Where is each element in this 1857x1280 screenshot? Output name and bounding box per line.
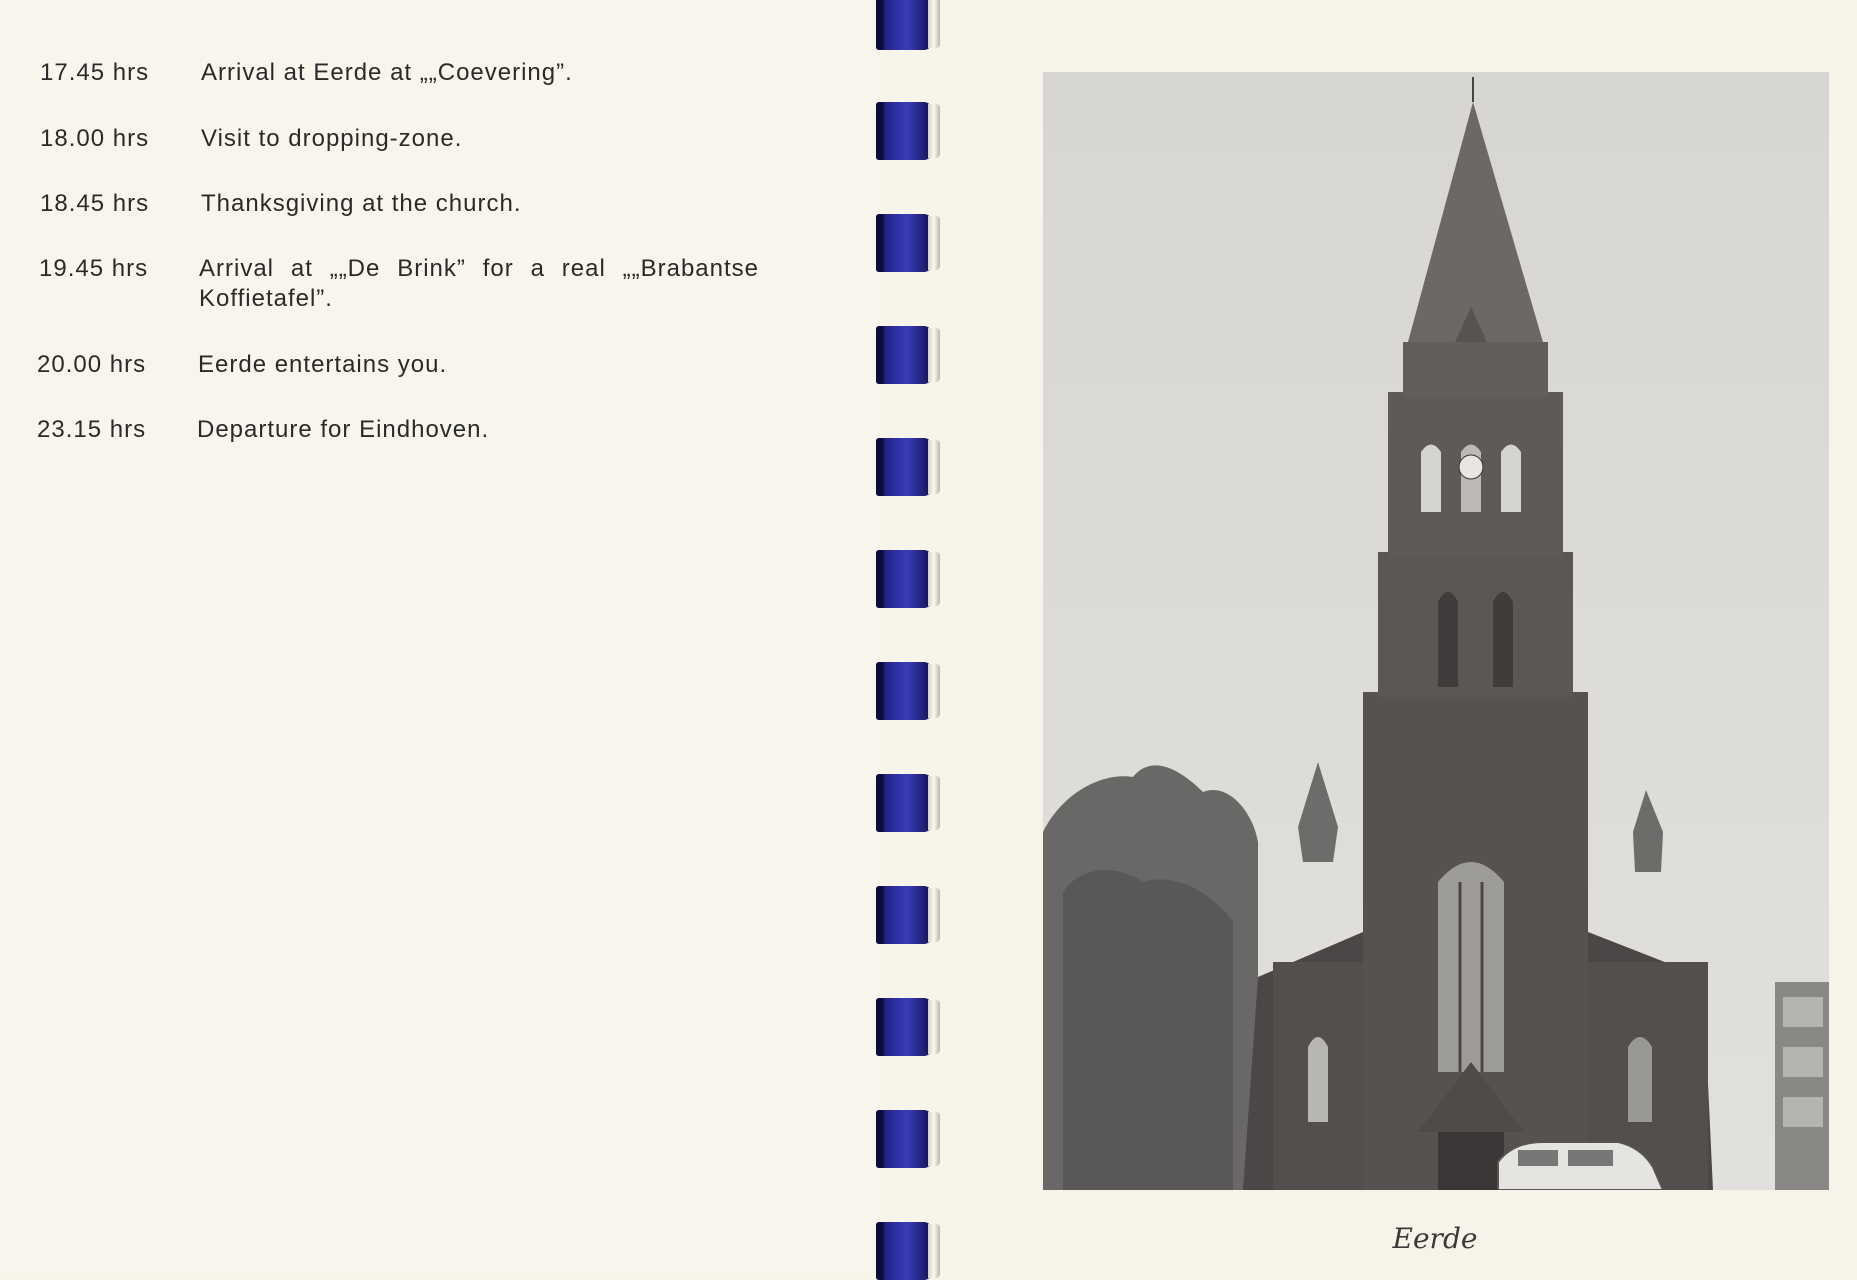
schedule-time: 19.45 hrs bbox=[39, 255, 149, 282]
binding-ring bbox=[876, 1222, 946, 1280]
church-tower-photo bbox=[1043, 72, 1829, 1190]
binding-ring bbox=[876, 326, 946, 384]
schedule-description: Arrival at Eerde at „„Coevering”. bbox=[201, 59, 573, 86]
binding-ring bbox=[876, 438, 946, 496]
schedule-time: 23.15 hrs bbox=[37, 416, 147, 443]
binding-ring bbox=[876, 1110, 946, 1168]
schedule-time: 18.00 hrs bbox=[40, 125, 150, 152]
schedule-description: Visit to dropping-zone. bbox=[201, 125, 463, 152]
binding-ring bbox=[876, 102, 946, 160]
binding-ring bbox=[876, 774, 946, 832]
schedule-description: Departure for Eindhoven. bbox=[197, 416, 490, 443]
binding-ring bbox=[876, 214, 946, 272]
schedule-time: 17.45 hrs bbox=[40, 59, 150, 86]
binding-ring bbox=[876, 662, 946, 720]
photo-caption: Eerde bbox=[1392, 1222, 1478, 1255]
schedule-description: Eerde entertains you. bbox=[198, 351, 448, 378]
spiral-binding bbox=[872, 0, 952, 1275]
binding-ring bbox=[876, 550, 946, 608]
schedule-description: Thanksgiving at the church. bbox=[201, 190, 522, 217]
left-page bbox=[0, 0, 880, 1275]
binding-ring bbox=[876, 0, 946, 50]
schedule-description: Arrival at „„De Brink” for a real „„Brabantse Koffietafel”. bbox=[199, 255, 759, 312]
schedule-time: 20.00 hrs bbox=[37, 351, 147, 378]
binding-ring bbox=[876, 998, 946, 1056]
binding-ring bbox=[876, 886, 946, 944]
schedule-time: 18.45 hrs bbox=[40, 190, 150, 217]
